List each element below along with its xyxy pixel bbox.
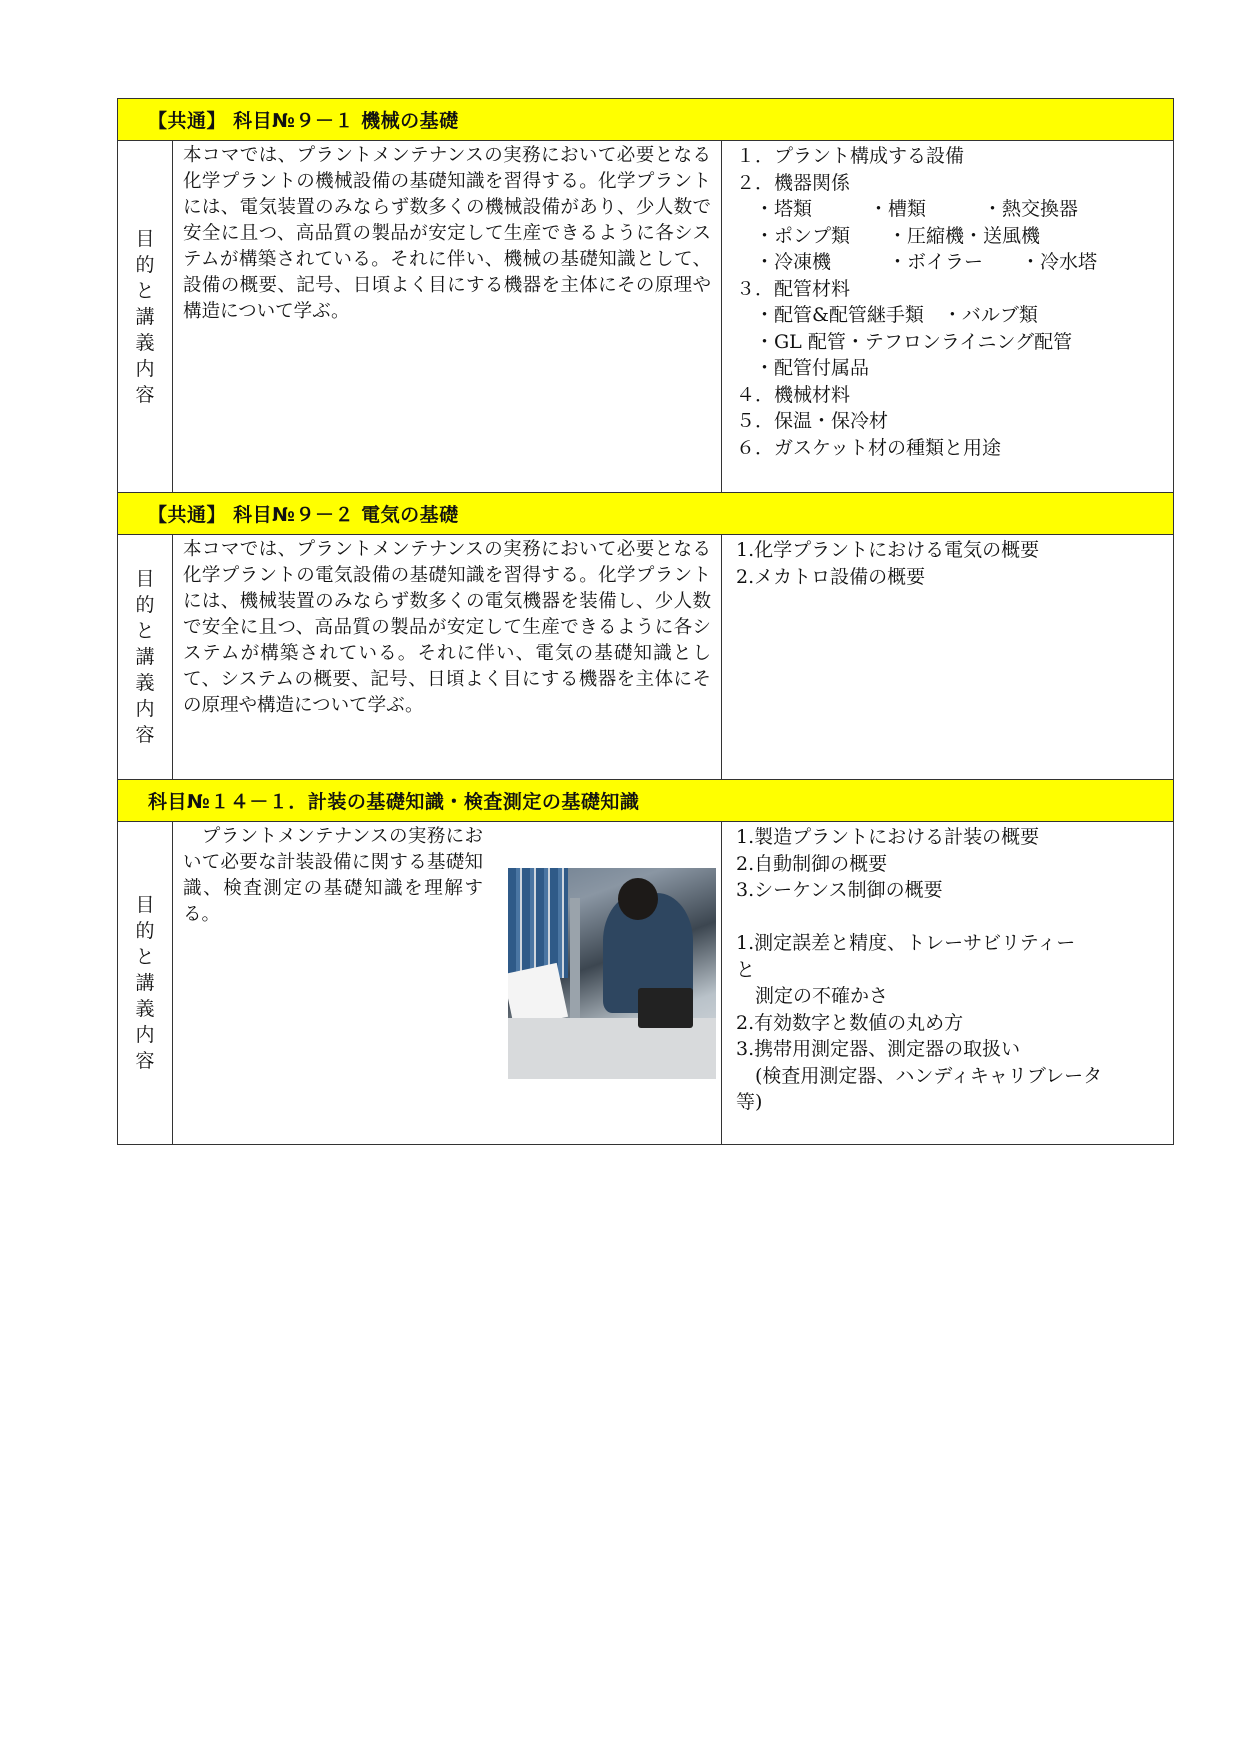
topics-cell [722, 822, 1174, 1145]
topic-line: 1.製造プラントにおける計装の概要 [736, 826, 1040, 848]
section-header-row [118, 99, 1174, 141]
topic-line: ・冷凍機 ・ボイラー ・冷水塔 [736, 251, 1098, 273]
syllabus-table [117, 98, 1174, 1145]
label-char: 義 [135, 331, 155, 354]
topic-line: ６．ガスケット材の種類と用途 [736, 436, 1002, 459]
label-char: と [135, 279, 155, 302]
topic-line: (検査用測定器、ハンディキャリブレータ [736, 1064, 1103, 1087]
label-char: 的 [135, 920, 155, 942]
topics-cell [722, 535, 1174, 780]
topic-line: 2.有効数字と数値の丸め方 [736, 1011, 964, 1034]
section-body-row [118, 822, 1174, 1145]
label-char: 目 [135, 227, 155, 250]
photo-person-head [618, 878, 658, 920]
purpose-label-cell [118, 535, 173, 780]
topic-line: 等) [736, 1091, 763, 1113]
purpose-label [118, 566, 172, 748]
topic-line: ・GL 配管・テフロンライニング配管 [736, 330, 1073, 353]
section-header-row [118, 493, 1174, 535]
label-char: 内 [135, 698, 155, 720]
purpose-label [118, 226, 172, 408]
syllabus-sheet [117, 98, 1173, 1145]
topic-line: 3.シーケンス制御の概要 [736, 879, 943, 901]
topic-line: ２．機器関係 [736, 171, 851, 194]
section-header-row [118, 780, 1174, 822]
section-title: 科目№１４－１．計装の基礎知識・検査測定の基礎知識 [118, 780, 1174, 822]
description-cell [173, 141, 722, 493]
topic-line: 1.化学プラントにおける電気の概要 [736, 539, 1040, 561]
topic-line: 2.メカトロ設備の概要 [736, 565, 926, 588]
purpose-label-cell [118, 141, 173, 493]
label-char: 講 [135, 972, 155, 994]
label-char: 内 [135, 357, 155, 380]
topic-line: ３．配管材料 [736, 277, 851, 300]
topic-line: ・配管&配管継手類 ・バルブ類 [736, 304, 1038, 326]
topic-line: ・配管付属品 [736, 357, 870, 379]
topic-line: ・塔類 ・槽類 ・熱交換器 [736, 198, 1079, 220]
label-char: 的 [135, 594, 155, 616]
photo-instrument-pole [570, 898, 580, 1028]
topic-line: 測定の不確かさ [736, 985, 889, 1007]
topics-cell [722, 141, 1174, 493]
description-cell [173, 535, 722, 780]
topic-line: ５．保温・保冷材 [736, 410, 889, 432]
topic-line: 3.携帯用測定器、測定器の取扱い [736, 1038, 1021, 1060]
label-char: 義 [135, 672, 155, 694]
topic-line: 1.測定誤差と精度、トレーサビリティー [736, 932, 1076, 954]
label-char: 講 [135, 305, 155, 328]
label-char: 容 [135, 383, 155, 406]
section-title: 【共通】 科目№９－２ 電気の基礎 [118, 493, 1174, 535]
topic-line: １．プラント構成する設備 [736, 145, 965, 167]
description-text: 本コマでは、プラントメンテナンスの実務において必要となる化学プラントの電気設備の基礎知識を習得する。化学プラントには、機械装置のみならず数多くの電気機器を装備し、少人数で安全に且つ、高品質の製品が安定して生産できるように各システムが構築されている。それに伴い、電気の基礎知識として、システムの概要、記号、日頃よく目にする機器を主体にその原理や構造について学ぶ。 [183, 539, 711, 716]
label-char: 容 [135, 724, 155, 746]
topic-line [736, 904, 1173, 931]
description-cell [173, 822, 722, 1145]
description-text: プラントメンテナンスの実務において必要な計装設備に関する基礎知識、検査測定の基礎知識を理解する。 [183, 826, 483, 925]
topic-line: ・ポンプ類 ・圧縮機・送風機 [736, 224, 1041, 247]
topic-line: ４．機械材料 [736, 383, 851, 406]
section-title: 【共通】 科目№９－１ 機械の基礎 [118, 99, 1174, 141]
section-body-row [118, 535, 1174, 780]
description-text: 本コマでは、プラントメンテナンスの実務において必要となる化学プラントの機械設備の基礎知識を習得する。化学プラントには、電気装置のみならず数多くの機械設備があり、少人数で安全に且つ、高品質の製品が安定して生産できるように各システムが構築されている。それに伴い、機械の基礎知識として、設備の概要、記号、日頃よく目にする機器を主体にその原理や構造について学ぶ。 [183, 145, 711, 322]
topic-line: と [736, 958, 756, 981]
label-char: 義 [135, 998, 155, 1020]
label-char: 内 [135, 1024, 155, 1046]
label-char: 講 [135, 646, 155, 668]
label-char: 目 [135, 894, 155, 916]
label-char: 容 [135, 1050, 155, 1072]
label-char: と [135, 620, 155, 642]
photo-bookshelf [508, 868, 568, 978]
training-photo [508, 868, 716, 1079]
topic-line: 2.自動制御の概要 [736, 852, 888, 875]
purpose-label-cell [118, 822, 173, 1145]
label-char: 的 [135, 253, 155, 276]
photo-measuring-device [638, 988, 693, 1028]
label-char: 目 [135, 568, 155, 590]
label-char: と [135, 946, 155, 968]
purpose-label [118, 892, 172, 1074]
section-body-row [118, 141, 1174, 493]
